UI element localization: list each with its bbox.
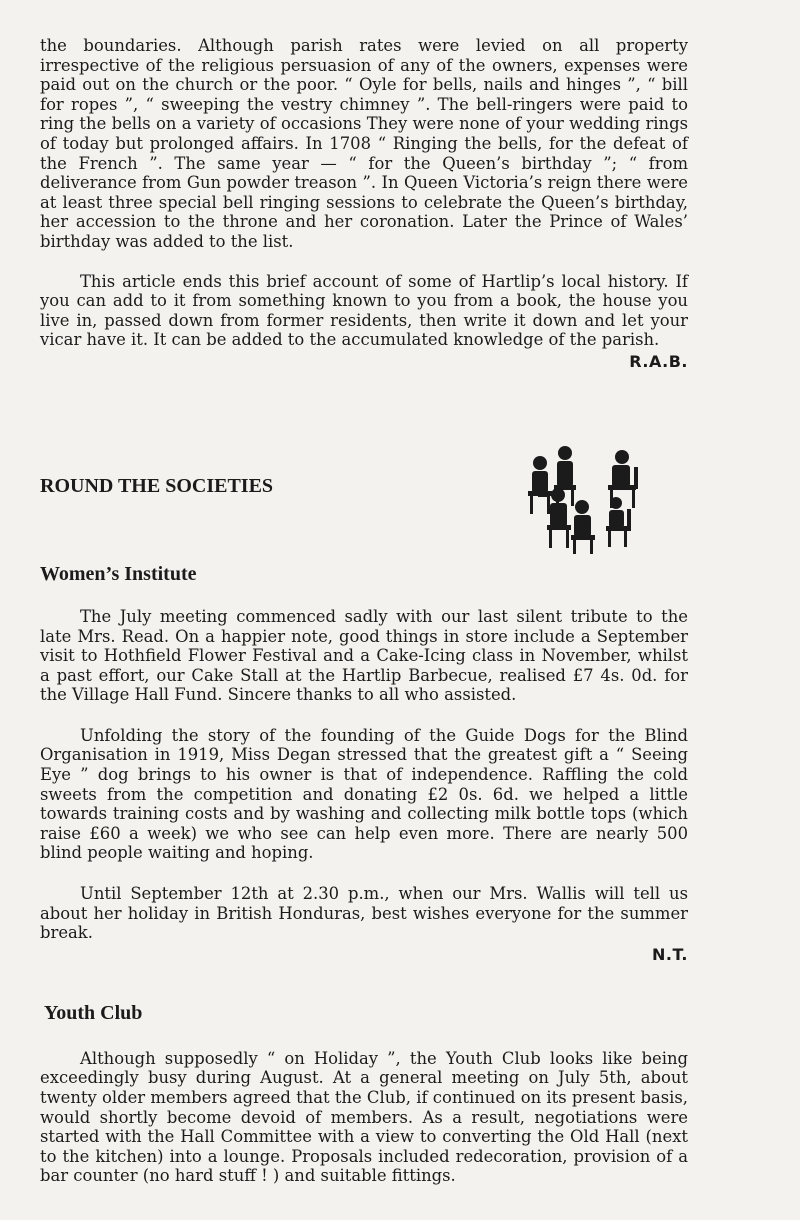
wi-paragraph-3: Until September 12th at 2.30 p.m., when our Mrs. Wallis will tell us about her holiday in British Honduras, best wishes everyone for the summer break. xyxy=(40,884,688,943)
people-seated-discussion-icon xyxy=(520,445,650,555)
yc-paragraph-1: Although supposedly “ on Holiday ”, the Youth Club looks like being exceedingly busy during August. At a general meeting on July 5th, about twenty older members agreed that the Club, if continued on its present basis, would shortly become devoid of members. As a result, negotiations were started with the Hall Committee with a view to converting the Old Hall (next to the kitchen) into a lounge. Proposals included redecoration, provision of a bar counter (no hard stuff ! ) and suitable fittings. xyxy=(40,1048,688,1186)
societies-header xyxy=(40,445,688,555)
section-heading: ROUND THE SOCIETIES xyxy=(40,474,274,497)
womens-institute-heading: Women’s Institute xyxy=(40,562,197,585)
youth-club-heading: Youth Club xyxy=(44,1001,143,1024)
intro-signature: R.A.B. xyxy=(629,351,688,371)
intro-paragraph-2: This article ends this brief account of some of Hartlip’s local history. If you can add to it from something known to you from a book, the house you live in, passed down from former residents, then write it down and let your vicar have it. It can be added to the accumulated knowledge of the parish. xyxy=(40,271,688,350)
intro-paragraph-1: the boundaries. Although parish rates were levied on all property irrespective of the religious persuasion of any of the owners, expenses were paid out on the church or the poor. “ Oyle for bells, nails and hinges ”, “ bill for ropes ”, “ sweeping the vestry chimney ”. The bell-ringers were paid to ring the bells on a variety of occasions They were none of your wedding rings of today but prolonged affairs. In 1708 “ Ringing the bells, for the defeat of the French ”. The same year — “ for the Queen’s birthday ”; “ from deliverance from Gun powder treason ”. In Queen Victoria’s reign there were at least three special bell ringing sessions to celebrate the Queen’s birthday, her accession to the throne and her coronation. Later the Prince of Wales’ birthday was added to the list. xyxy=(40,36,688,251)
wi-paragraph-2: Unfolding the story of the founding of the Guide Dogs for the Blind Organisation in 1919, Miss Degan stressed that the greatest gift a “ Seeing Eye ” dog brings to his owner is that of independence. Raffling the cold sweets from the competition and donating £2 0s. 6d. we helped a little towards training costs and by washing and collecting milk bottle tops (which raise £60 a week) we who see can help even more. There are nearly 500 blind people waiting and hoping. xyxy=(40,725,688,863)
wi-paragraph-1: The July meeting commenced sadly with our last silent tribute to the late Mrs. Read. On a happier note, good things in store include a September visit to Hothfield Flower Festival and a Cake-Icing class in November, whilst a past effort, our Cake Stall at the Hartlip Barbecue, realised £7 4s. 0d. for the Village Hall Fund. Sincere thanks to all who assisted. xyxy=(40,606,688,705)
wi-signature: N.T. xyxy=(651,944,688,964)
document-page xyxy=(40,36,688,1186)
